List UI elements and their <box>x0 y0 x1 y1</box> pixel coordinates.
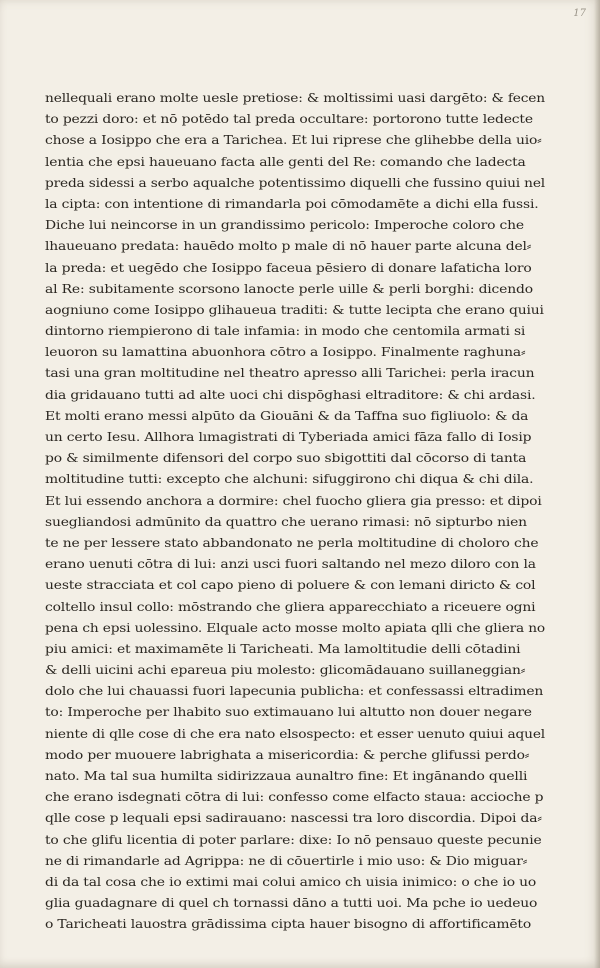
text-line: tasi una gran moltitudine nel theatro apresso alli Tarichei: perla iracun <box>45 365 535 381</box>
text-line: pena ch epsi uolessino. Elquale acto mosse molto apiata qlli che gliera no <box>45 619 545 635</box>
text-line: ueste stracciata et col capo pieno di poluere & con lemani diricto & col <box>45 577 536 593</box>
text-line: niente di qlle cose di che era nato elsospecto: et esser uenuto quiui aquel <box>45 725 545 741</box>
text-line: nellequali erano molte uesle pretiose: & moltissimi uasi dargēto: & fecen <box>45 90 545 105</box>
text-line: al Re: subitamente scorsono lanocte perle uille & perli borghi: dicendo <box>45 280 533 296</box>
folio-number: 17 <box>573 8 586 19</box>
text-line: lentia che epsi haueuano facta alle genti del Re: comando che ladecta <box>45 153 526 169</box>
text-line: erano uenuti cōtra di lui: anzi usci fuori saltando nel mezo diloro con la <box>45 556 536 572</box>
text-line: nato. Ma tal sua humilta sidirizzaua aunaltro fine: Et ingānando quelli <box>45 768 528 783</box>
text-line: la preda: et uegēdo che Iosippo faceua pēsiero di donare lafaticha loro <box>45 259 532 275</box>
text-column <box>45 87 545 935</box>
text-line: to che glifu licentia di poter parlare: dixe: Io nō pensauo queste pecunie <box>45 831 542 847</box>
text-line: o Taricheati lauostra grādissima cipta hauer bisogno di affortificamēto <box>45 916 532 932</box>
text-line: un certo Iesu. Allhora lımagistrati di Tyberiada amici fāza fallo di Iosip <box>45 429 532 444</box>
text-line: qlle cose p lequali epsi sadirauano: nascessi tra loro discordia. Dipoi da⸗ <box>45 810 542 826</box>
text-line: Diche lui neincorse in un grandissimo pericolo: Imperoche coloro che <box>45 217 524 233</box>
text-line: coltello insul collo: mōstrando che gliera apparecchiato a riceuere ogni <box>45 598 536 614</box>
text-line: dintorno riempierono di tale infamia: in modo che centomila armati si <box>45 323 526 339</box>
text-line: aogniuno come Iosippo glihaueua traditi: & tutte lecipta che erano quiui <box>45 301 544 317</box>
text-line: po & similmente difensori del corpo suo sbigottiti dal cōcorso di tanta <box>45 450 527 466</box>
text-line: & delli uicini achi epareua piu molesto: glicomādauano suillaneggian⸗ <box>45 662 526 678</box>
text-line: dolo che lui chauassi fuori lapecunia publicha: et confessassi eltradimen <box>45 683 544 699</box>
text-line: preda sidessi a serbo aqualche potentissimo diquelli che fussino quiui nel <box>45 174 545 190</box>
text-line: Et lui essendo anchora a dormire: chel fuocho gliera gia presso: et dipoi <box>45 492 542 508</box>
text-line: suegliandosi admūnito da quattro che uerano rimasi: nō sipturbo nien <box>45 513 527 529</box>
text-line: leuoron su lamattina abuonhora cōtro a Iosippo. Finalmente raghuna⸗ <box>45 344 526 360</box>
page-edge <box>594 0 600 968</box>
text-line: to: Imperoche per lhabito suo extimauano lui altutto non douer negare <box>45 704 532 720</box>
text-line: modo per muouere labrighata a misericordia: & perche glifussi perdo⸗ <box>45 746 530 762</box>
text-line: to pezzi doro: et nō potēdo tal preda occultare: portorono tutte ledecte <box>45 111 533 127</box>
text-line: lhaueuano predata: hauēdo molto p male di nō hauer parte alcuna del⸗ <box>45 238 532 254</box>
text-line: piu amici: et maximamēte li Taricheati. Ma lamoltitudie delli cōtadini <box>45 640 521 656</box>
text-line: chose a Iosippo che era a Tarichea. Et lui riprese che glihebbe della uio⸗ <box>45 132 542 148</box>
text-line: di da tal cosa che io extimi mai colui amico ch uisia inimico: o che io uo <box>45 873 537 889</box>
text-line: che erano isdegnati cōtra di lui: confesso come elfacto staua: accioche p <box>45 789 544 805</box>
text-line: la cipta: con intentione di rimandarla poi cōmodamēte a dichi ella fussi. <box>45 195 539 211</box>
text-line: moltitudine tutti: excepto che alchuni: sifuggirono chi diqua & chi dila. <box>45 471 534 487</box>
text-line: glia guadagnare di quel ch tornassi dāno a tutti uoi. Ma pche io uedeuo <box>45 895 538 911</box>
text-line: ne di rimandarle ad Agrippa: ne di cōuertirle i mio uso: & Dio miguar⸗ <box>45 852 528 868</box>
text-line: Et molti erano messi alpūto da Giouāni & da Taffna suo figliuolo: & da <box>45 407 529 423</box>
text-line: dia gridauano tutti ad alte uoci chi dispōghasi eltraditore: & chi ardasi. <box>45 386 536 402</box>
text-line: te ne per lessere stato abbandonato ne perla moltitudine di choloro che <box>45 534 539 550</box>
